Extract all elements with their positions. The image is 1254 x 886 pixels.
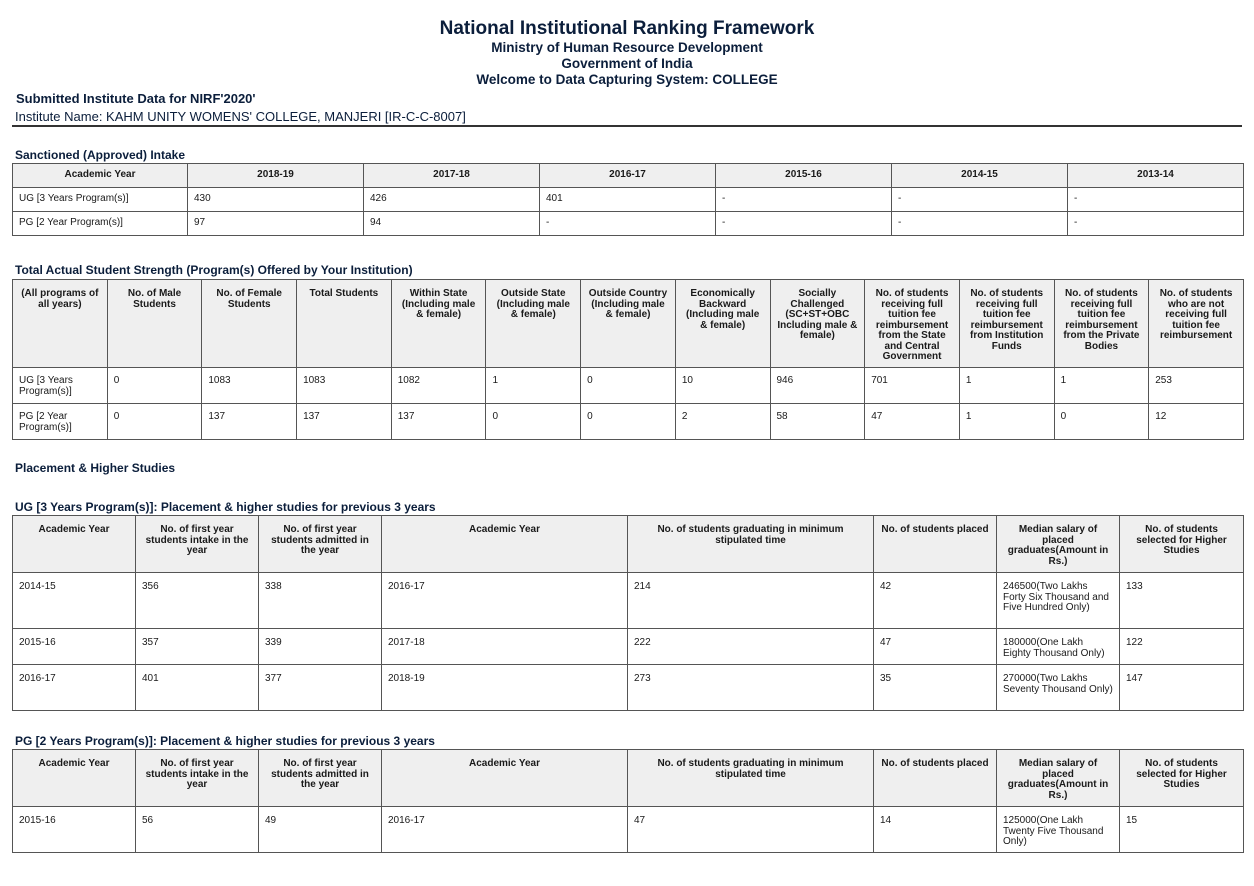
strength-header-cell: Within State (Including male & female) — [391, 280, 486, 368]
table-cell: - — [1068, 212, 1244, 236]
strength-header-cell: No. of students receiving full tuition fee reimbursement from the State and Central Government — [865, 280, 960, 368]
table-cell: 222 — [628, 629, 874, 665]
intake-header-cell: 2014-15 — [892, 164, 1068, 188]
pg_placement-header-cell: No. of students placed — [874, 750, 997, 807]
table-cell: 137 — [391, 404, 486, 440]
table-cell: 15 — [1120, 807, 1244, 853]
table-row — [13, 665, 1244, 711]
government-name: Government of India — [561, 56, 693, 71]
pg_placement-header-cell: No. of first year students admitted in the year — [259, 750, 382, 807]
table-cell: - — [716, 188, 892, 212]
table-cell: 0 — [486, 404, 581, 440]
ug_placement-header-cell: Median salary of placed graduates(Amount in Rs.) — [997, 516, 1120, 573]
table-cell: 401 — [540, 188, 716, 212]
table-cell: - — [892, 212, 1068, 236]
table-cell: 125000(One Lakh Twenty Five Thousand Only) — [997, 807, 1120, 853]
table-cell: UG [3 Years Program(s)] — [13, 188, 188, 212]
table-row — [13, 807, 1244, 853]
table-cell: - — [716, 212, 892, 236]
table-row — [13, 573, 1244, 629]
pg_placement-header-cell: Academic Year — [382, 750, 628, 807]
table-cell: 426 — [364, 188, 540, 212]
institute-name: Institute Name: KAHM UNITY WOMENS' COLLEGE, MANJERI [IR-C-C-8007] — [15, 109, 466, 124]
table-cell: 0 — [581, 404, 676, 440]
table-row — [13, 404, 1244, 440]
table-cell: 180000(One Lakh Eighty Thousand Only) — [997, 629, 1120, 665]
table-cell: 14 — [874, 807, 997, 853]
table-cell: 338 — [259, 573, 382, 629]
table-cell: PG [2 Year Program(s)] — [13, 404, 108, 440]
table-cell: 0 — [107, 368, 202, 404]
table-cell: 2015-16 — [13, 629, 136, 665]
table-cell: PG [2 Year Program(s)] — [13, 212, 188, 236]
table-cell: 47 — [628, 807, 874, 853]
table-cell: 946 — [770, 368, 865, 404]
table-cell: 2016-17 — [382, 573, 628, 629]
strength-header-row — [13, 280, 1244, 368]
table-cell: 1 — [1054, 368, 1149, 404]
table-cell: 35 — [874, 665, 997, 711]
table-cell: 1083 — [297, 368, 392, 404]
intake-header-row — [13, 164, 1244, 188]
strength-table — [12, 279, 1244, 440]
strength-header-cell: No. of students receiving full tuition fee reimbursement from the Private Bodies — [1054, 280, 1149, 368]
table-cell: 253 — [1149, 368, 1244, 404]
strength-header-cell: No. of students receiving full tuition fee reimbursement from Institution Funds — [959, 280, 1054, 368]
table-cell: 339 — [259, 629, 382, 665]
ug_placement-header-cell: Academic Year — [13, 516, 136, 573]
table-cell: 377 — [259, 665, 382, 711]
strength-header-cell: Outside State (Including male & female) — [486, 280, 581, 368]
pg_placement-header-cell: No. of students selected for Higher Studies — [1120, 750, 1244, 807]
page-title: National Institutional Ranking Framework — [439, 18, 815, 39]
ug_placement-header-cell: No. of students graduating in minimum stipulated time — [628, 516, 874, 573]
table-cell: 1 — [959, 368, 1054, 404]
ug-placement-body — [13, 573, 1244, 711]
table-cell: 2016-17 — [382, 807, 628, 853]
submitted-title: Submitted Institute Data for NIRF'2020' — [16, 91, 256, 106]
table-cell: - — [892, 188, 1068, 212]
pg-placement-table — [12, 749, 1244, 853]
table-cell: 1 — [959, 404, 1054, 440]
intake-header-cell: 2015-16 — [716, 164, 892, 188]
table-cell: 10 — [675, 368, 770, 404]
table-cell: 133 — [1120, 573, 1244, 629]
table-cell: 1 — [486, 368, 581, 404]
table-row — [13, 188, 1244, 212]
table-cell: 12 — [1149, 404, 1244, 440]
table-cell: 58 — [770, 404, 865, 440]
strength-header-cell: Outside Country (Including male & female) — [581, 280, 676, 368]
table-cell: 2014-15 — [13, 573, 136, 629]
table-cell: 701 — [865, 368, 960, 404]
intake-header-cell: 2016-17 — [540, 164, 716, 188]
ug_placement-header-cell: No. of students placed — [874, 516, 997, 573]
pg_placement-header-cell: No. of first year students intake in the year — [136, 750, 259, 807]
table-cell: 2018-19 — [382, 665, 628, 711]
ug-placement-header-row — [13, 516, 1244, 573]
pg_placement-header-cell: Median salary of placed graduates(Amount in Rs.) — [997, 750, 1120, 807]
table-cell: 49 — [259, 807, 382, 853]
ug_placement-header-cell: Academic Year — [382, 516, 628, 573]
table-cell: 356 — [136, 573, 259, 629]
header-divider — [12, 125, 1242, 127]
ug_placement-header-cell: No. of first year students admitted in the year — [259, 516, 382, 573]
strength-header-cell: Socially Challenged (SC+ST+OBC Including male & female) — [770, 280, 865, 368]
table-cell: 246500(Two Lakhs Forty Six Thousand and Five Hundred Only) — [997, 573, 1120, 629]
intake-section-title: Sanctioned (Approved) Intake — [15, 148, 186, 162]
table-cell: 147 — [1120, 665, 1244, 711]
strength-header-cell: No. of students who are not receiving full tuition fee reimbursement — [1149, 280, 1244, 368]
table-cell: 122 — [1120, 629, 1244, 665]
table-cell: 401 — [136, 665, 259, 711]
table-cell: 0 — [1054, 404, 1149, 440]
ug_placement-header-cell: No. of students selected for Higher Studies — [1120, 516, 1244, 573]
table-cell: 1083 — [202, 368, 297, 404]
strength-header-cell: Economically Backward (Including male & female) — [675, 280, 770, 368]
pg_placement-header-cell: No. of students graduating in minimum stipulated time — [628, 750, 874, 807]
ug-placement-title: UG [3 Years Program(s)]: Placement & higher studies for previous 3 years — [15, 500, 436, 514]
table-cell: 214 — [628, 573, 874, 629]
table-cell: 430 — [188, 188, 364, 212]
pg-placement-body — [13, 807, 1244, 853]
welcome-text: Welcome to Data Capturing System: COLLEGE — [476, 72, 778, 87]
table-cell: 47 — [874, 629, 997, 665]
table-cell: 0 — [581, 368, 676, 404]
pg-placement-header-row — [13, 750, 1244, 807]
strength-header-cell: No. of Male Students — [107, 280, 202, 368]
table-cell: 2016-17 — [13, 665, 136, 711]
intake-header-cell: 2017-18 — [364, 164, 540, 188]
table-cell: 0 — [107, 404, 202, 440]
table-cell: 273 — [628, 665, 874, 711]
table-cell: 1082 — [391, 368, 486, 404]
table-row — [13, 629, 1244, 665]
strength-header-cell: Total Students — [297, 280, 392, 368]
table-cell: 42 — [874, 573, 997, 629]
ug-placement-table — [12, 515, 1244, 711]
intake-header-cell: 2018-19 — [188, 164, 364, 188]
ug_placement-header-cell: No. of first year students intake in the year — [136, 516, 259, 573]
table-cell: - — [1068, 188, 1244, 212]
intake-header-cell: Academic Year — [13, 164, 188, 188]
table-cell: 94 — [364, 212, 540, 236]
intake-table — [12, 163, 1244, 236]
strength-section-title: Total Actual Student Strength (Program(s) Offered by Your Institution) — [15, 263, 413, 277]
table-cell: 2017-18 — [382, 629, 628, 665]
table-cell: 137 — [202, 404, 297, 440]
table-cell: 357 — [136, 629, 259, 665]
table-cell: 2 — [675, 404, 770, 440]
table-row — [13, 212, 1244, 236]
table-cell: 56 — [136, 807, 259, 853]
table-cell: 2015-16 — [13, 807, 136, 853]
pg_placement-header-cell: Academic Year — [13, 750, 136, 807]
table-cell: - — [540, 212, 716, 236]
intake-header-cell: 2013-14 — [1068, 164, 1244, 188]
placement-section-title: Placement & Higher Studies — [15, 461, 176, 475]
table-cell: 137 — [297, 404, 392, 440]
intake-body — [13, 188, 1244, 236]
table-row — [13, 368, 1244, 404]
table-cell: 47 — [865, 404, 960, 440]
table-cell: UG [3 Years Program(s)] — [13, 368, 108, 404]
strength-header-cell: (All programs of all years) — [13, 280, 108, 368]
table-cell: 97 — [188, 212, 364, 236]
ministry-name: Ministry of Human Resource Development — [491, 40, 763, 55]
pg-placement-title: PG [2 Years Program(s)]: Placement & higher studies for previous 3 years — [15, 734, 435, 748]
strength-header-cell: No. of Female Students — [202, 280, 297, 368]
strength-body — [13, 368, 1244, 440]
table-cell: 270000(Two Lakhs Seventy Thousand Only) — [997, 665, 1120, 711]
